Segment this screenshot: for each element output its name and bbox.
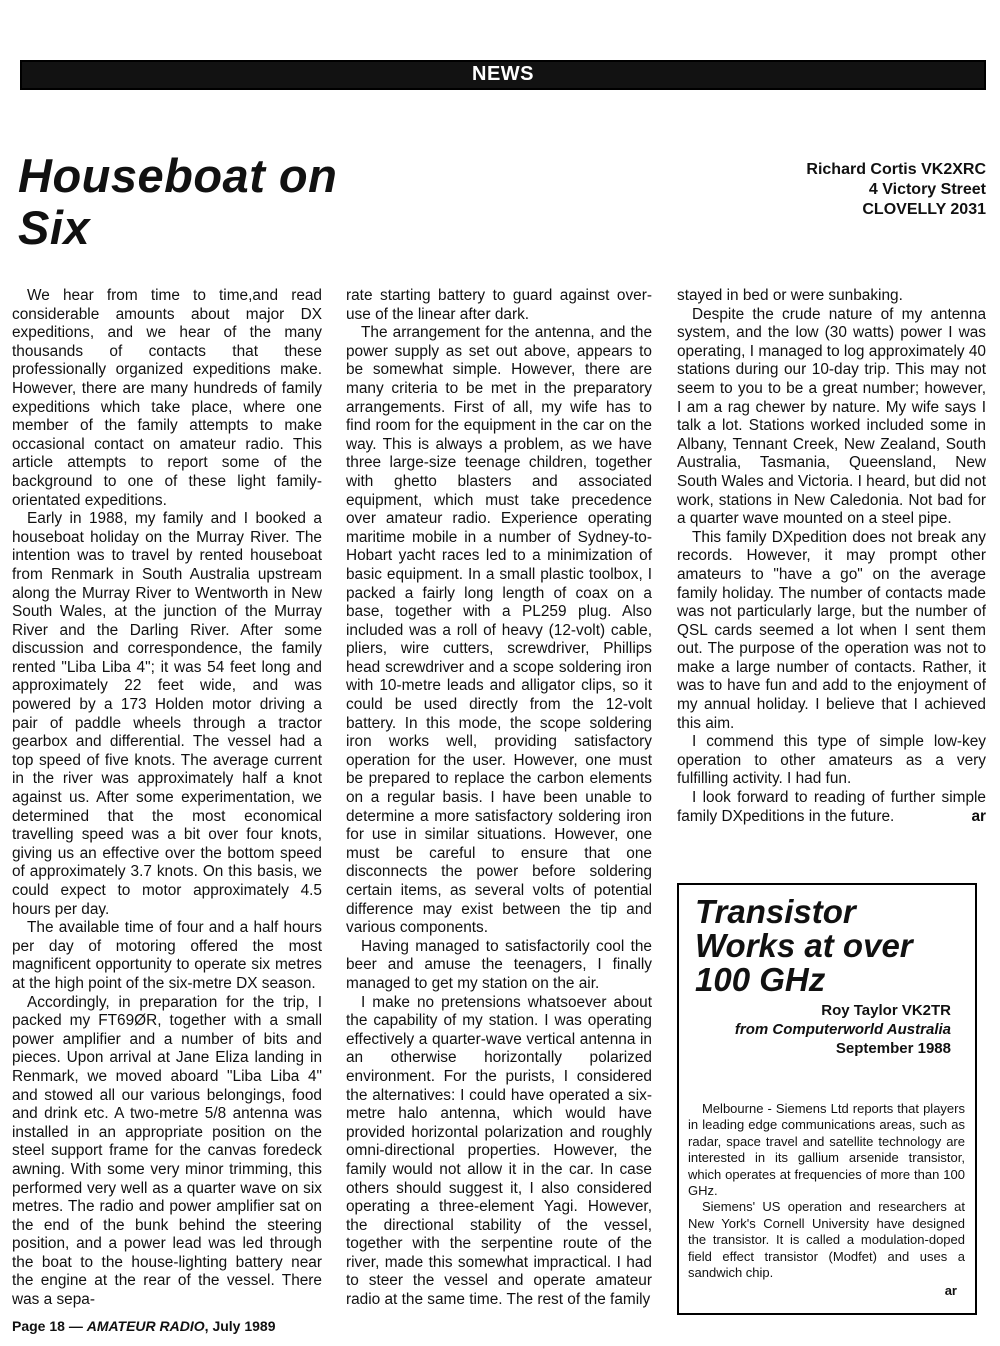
sidebar-author: Roy Taylor VK2TR — [821, 1002, 951, 1019]
paragraph: I commend this type of simple low-key operation to other amateurs as a very fulfilling activity. I had fun. — [677, 733, 986, 788]
paragraph: I make no pretensions whatsoever about the capability of my station. I was operating effectively a quarter-wave vertical antenna in an otherwise horizontally polarized environment. For the purists, I considered the alternatives: I could have operated a six-metre halo antenna, which would have provided horizontal polarization and roughly omni-directional properties. However, the family would not allow it in the car. In case others should suggest it, I also considered operating a three-element Yagi. However, the directional stability of the vessel, together with the serpentine route of the river, made this somewhat impractical. I had to steer the vessel and operate amateur radio at the same time. The rest of the family — [346, 993, 652, 1309]
sidebar-paragraph: Melbourne - Siemens Ltd reports that players in leading edge communications areas, such as radar, space travel and satellite technology are interested in its gallium arsenide transistor, which operates at frequencies of more than 100 GHz. — [688, 1101, 965, 1199]
sidebar-title-line-3: 100 GHz — [695, 961, 826, 998]
article-title-line-1: Houseboat on — [18, 149, 338, 202]
news-banner — [20, 60, 986, 90]
author-name: Richard Cortis VK2XRC — [806, 161, 986, 178]
footer-page: Page 18 — — [12, 1318, 87, 1334]
page-footer — [12, 1318, 276, 1334]
footer-issue: , July 1989 — [204, 1318, 276, 1334]
final-paragraph — [677, 789, 986, 826]
sidebar-title — [695, 895, 970, 997]
news-banner-label: NEWS — [472, 63, 534, 85]
sidebar-title-line-2: Works at over — [695, 927, 913, 964]
author-street: 4 Victory Street — [868, 181, 986, 198]
paragraph: This family DXpedition does not break any records. However, it may prompt other amateurs to "have a go" on the average family holiday. The number of contacts made was not particularly large, but the number of QSL cards seemed a lot when I sent them out. The purpose of the operation was not to make a large number of contacts. Rather, it was to have fun and add to the enjoyment of my annual holiday. I believe that I achieved this aim. — [677, 528, 986, 732]
paragraph-text: I look forward to reading of further simple family DXpeditions in the future. — [677, 789, 986, 825]
article-column-3 — [677, 287, 986, 847]
paragraph: rate starting battery to guard against over-use of the linear after dark. — [346, 287, 652, 323]
article-column-1 — [12, 287, 322, 1310]
paragraph: Accordingly, in preparation for the trip, I packed my FT69ØR, together with a small power amplifier and a number of bits and pieces. Upon arrival at Jane Eliza landing in Renmark, we moved aboard "Liba Liba 4" and stowed all our various belongings, food and drink etc. A two-metre 5/8 antenna was installed in an appropriate position on the steel support frame for the canvas foredeck awning. With some very minor trimming, this performed very well as a quarter wave on six metres. The radio and power amplifier sat on the end of the bunk behind the steering position, and a power lead was led through the boat to the house-lighting battery near the engine at the rear of the vessel. There was a sepa- — [12, 993, 322, 1309]
paragraph: The arrangement for the antenna, and the power supply as set out above, appears to be somewhat simple. However, there are many criteria to be met in the preparatory arrangements. First of all, my wife has to find room for the equipment in the car on the way. This is always a problem, as we have three large-size teenage children, together with ghetto blasters and associated equipment, which must take precedence over amateur radio. Experience operating maritime mobile in a number of Sydney-to-Hobart yacht races led to a minimization of basic equipment. In a small plastic toolbox, I packed a fairly long length of coax on a base, together with a PL259 plug. Also included was a roll of heavy (12-volt) cable, pliers, wire cutters, screwdriver, Phillips head screwdriver and a scope soldering iron with 10-metre leads and alligator clips, so it could be used directly from the 12-volt battery. In this mode, the scope soldering iron works well, providing satisfactory operation for the user. However, one must be prepared to replace the carbon elements on a regular basis. I have been unable to determine a more satisfactory soldering iron for use in similar situations. However, one must be careful to ensure that one disconnects the power before soldering certain items, as several volts of potential difference may exist between the tip and various components. — [346, 324, 652, 937]
sidebar-body — [688, 1101, 965, 1281]
sidebar-end-mark: ar — [944, 1283, 957, 1298]
article-column-2 — [346, 287, 652, 1310]
paragraph: Early in 1988, my family and I booked a houseboat holiday on the Murray River. The intention was to travel by rented houseboat from Renmark in South Australia upstream along the Murray River to Wentworth in New South Wales, at the junction of the Murray River and the Darling River. After some discussion and correspondence, the family rented "Liba Liba 4"; it was 54 feet long and approximately 22 feet wide, and was powered by a 173 Holden motor driving a pair of paddle wheels through a tractor gearbox and differential. The vessel had a top speed of five knots. The average current in the river was approximately half a knot against us. After some experimentation, we determined that the most economical travelling speed was a bit over four knots, giving us an effective over the bottom speed of approximately 3.7 knots. On this basis, we could expect to motor approximately 4.5 hours per day. — [12, 510, 322, 918]
article-title — [18, 150, 378, 254]
article-byline — [666, 160, 986, 220]
paragraph: The available time of four and a half hours per day of motoring offered the most magnificent opportunity to operate six metres at the high point of the six-metre DX season. — [12, 919, 322, 992]
footer-magazine: AMATEUR RADIO — [86, 1318, 205, 1334]
sidebar-title-line-1: Transistor — [695, 893, 856, 930]
paragraph: Having managed to satisfactorily cool the beer and amuse the teenagers, I finally managed to get my station on the air. — [346, 937, 652, 992]
author-town: CLOVELLY 2031 — [862, 201, 986, 218]
article-title-line-2: Six — [18, 201, 91, 254]
sidebar-byline — [701, 1001, 951, 1058]
sidebar-paragraph: Siemens' US operation and researchers at New York's Cornell University have designed the transistor. It is called a modulation-doped field effect transistor (Modfet) and uses a sandwich chip. — [688, 1199, 965, 1281]
article-end-mark: ar — [971, 807, 986, 825]
sidebar-date: September 1988 — [835, 1040, 951, 1057]
paragraph: stayed in bed or were sunbaking. — [677, 287, 903, 304]
sidebar-source: from Computerworld Australia — [734, 1021, 951, 1038]
sidebar-box — [677, 883, 977, 1315]
paragraph: Despite the crude nature of my antenna system, and the low (30 watts) power I was operating, I managed to log approximately 40 stations during our 10-day trip. This may not seem to you to be a great number; however, I am a rag chewer by nature. My wife says I talk a lot. Stations worked included some in Albany, Tennant Creek, New Zealand, South Australia, Tasmania, Queensland, New South Wales and Victoria. I heard, but did not work, stations in New Caledonia. Not bad for a quarter wave mounted on a steel pipe. — [677, 305, 986, 528]
paragraph: We hear from time to time,and read considerable amounts about major DX expeditions, and we hear of the many thousands of contacts that these professionally organized expeditions make. However, there are many hundreds of family expeditions which take place, where one member of the family attempts to make occasional contact on amateur radio. This article attempts to report some of the background to one of these light family-orientated expeditions. — [12, 287, 322, 509]
